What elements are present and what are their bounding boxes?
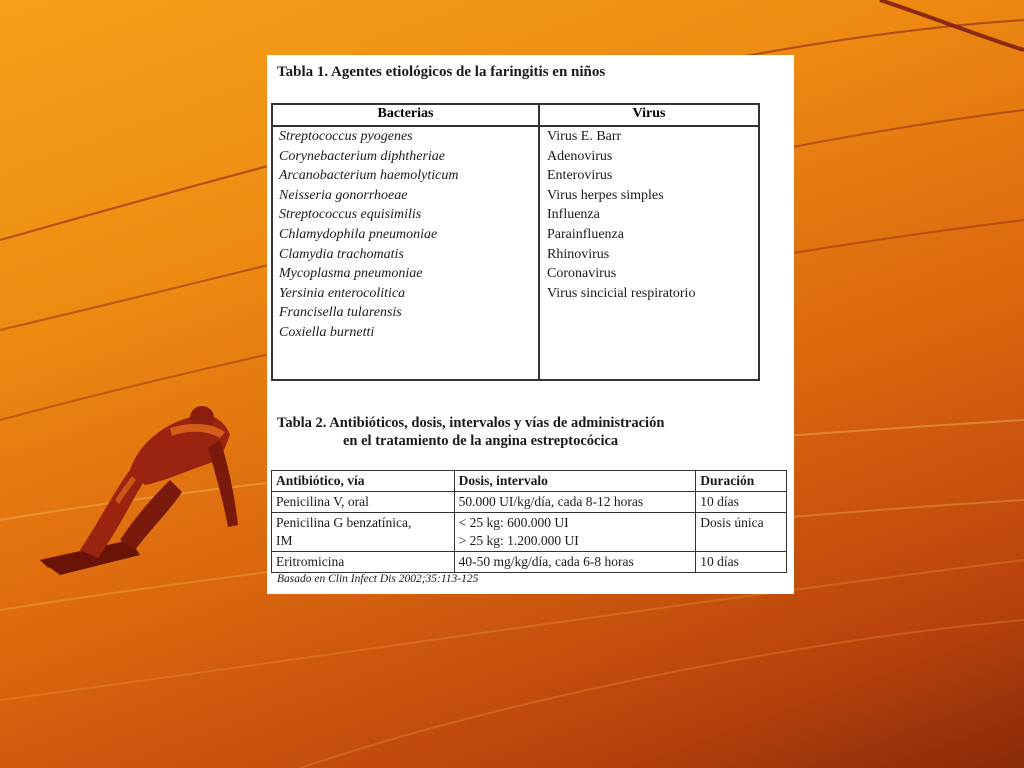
duracion-cell: 10 días [696,552,787,573]
antibiotico-cell [272,552,455,573]
table1-header-virus: Virus [632,106,666,121]
tables-figure [267,55,794,594]
bacteria-item: Coxiella burnetti [279,324,375,340]
bacteria-item: Clamydia trachomatis [279,246,404,262]
duracion-cell: 10 días [696,492,787,513]
bacteria-item: Streptococcus equisimilis [279,207,422,223]
antibiotico-cell [272,492,455,513]
table2-title-line1: Tabla 2. Antibióticos, dosis, intervalos y vías de administración [277,415,665,431]
virus-item: Coronavirus [547,266,617,282]
dosis-cell [454,552,696,573]
antibiotico-text: Penicilina V, oral [276,494,369,509]
table-row [272,513,787,552]
antibiotico-cell [272,513,455,552]
dosis-text: 40-50 mg/kg/día, cada 6-8 horas [458,554,634,569]
virus-item: Virus E. Barr [547,129,622,144]
bacteria-item: Arcanobacterium haemolyticum [279,168,459,184]
table1-bacterias-list [279,127,537,343]
dosis-cell [454,492,696,513]
virus-item: Virus sincicial respiratorio [547,285,696,301]
table1-header-bacterias: Bacterias [377,106,434,121]
table-row [272,552,787,573]
antibiotico-text: Eritromicina [276,554,345,569]
bacteria-item: Francisella tularensis [279,305,402,321]
table2-header-duracion: Duración [696,471,787,492]
table1-virus-list [547,127,757,303]
table2 [271,470,787,573]
table1-title: Tabla 1. Agentes etiológicos de la faringitis en niños [277,64,606,80]
bacteria-item: Neisseria gonorrhoeae [279,187,408,203]
virus-item: Rhinovirus [547,246,610,262]
table1-column-divider [538,105,540,379]
source-note: Basado en Clin Infect Dis 2002;35:113-125 [277,573,479,585]
dosis-text: < 25 kg: 600.000 UI [458,515,569,530]
duracion-cell: Dosis única [696,513,787,552]
bacteria-item: Yersinia enterocolitica [279,285,406,301]
antibiotico-text: Penicilina G benzatínica, [276,515,412,530]
table2-title [277,414,664,450]
virus-item: Parainfluenza [547,226,624,242]
bacteria-item: Mycoplasma pneumoniae [279,266,423,282]
table2-title-line2: en el tratamiento de la angina estreptocócica [343,433,619,449]
bacteria-item: Corynebacterium diphtheriae [279,148,446,164]
bacteria-item: Streptococcus pyogenes [279,129,413,144]
table-row [272,492,787,513]
table1-header-row [273,105,758,127]
table2-header-dosis: Dosis, intervalo [454,471,696,492]
antibiotico-text: IM [276,533,293,548]
dosis-text: 50.000 UI/kg/día, cada 8-12 horas [458,494,644,509]
virus-item: Virus herpes simples [547,187,664,203]
virus-item: Influenza [547,207,600,223]
table2-header-row [272,471,787,492]
virus-item: Enterovirus [547,168,613,184]
dosis-text: > 25 kg: 1.200.000 UI [458,533,579,548]
table1 [271,103,760,381]
virus-item: Adenovirus [547,148,613,164]
bacteria-item: Chlamydophila pneumoniae [279,226,438,242]
table2-header-antibiotico: Antibiótico, vía [272,471,455,492]
sprinter-icon [20,400,280,600]
dosis-cell [454,513,696,552]
